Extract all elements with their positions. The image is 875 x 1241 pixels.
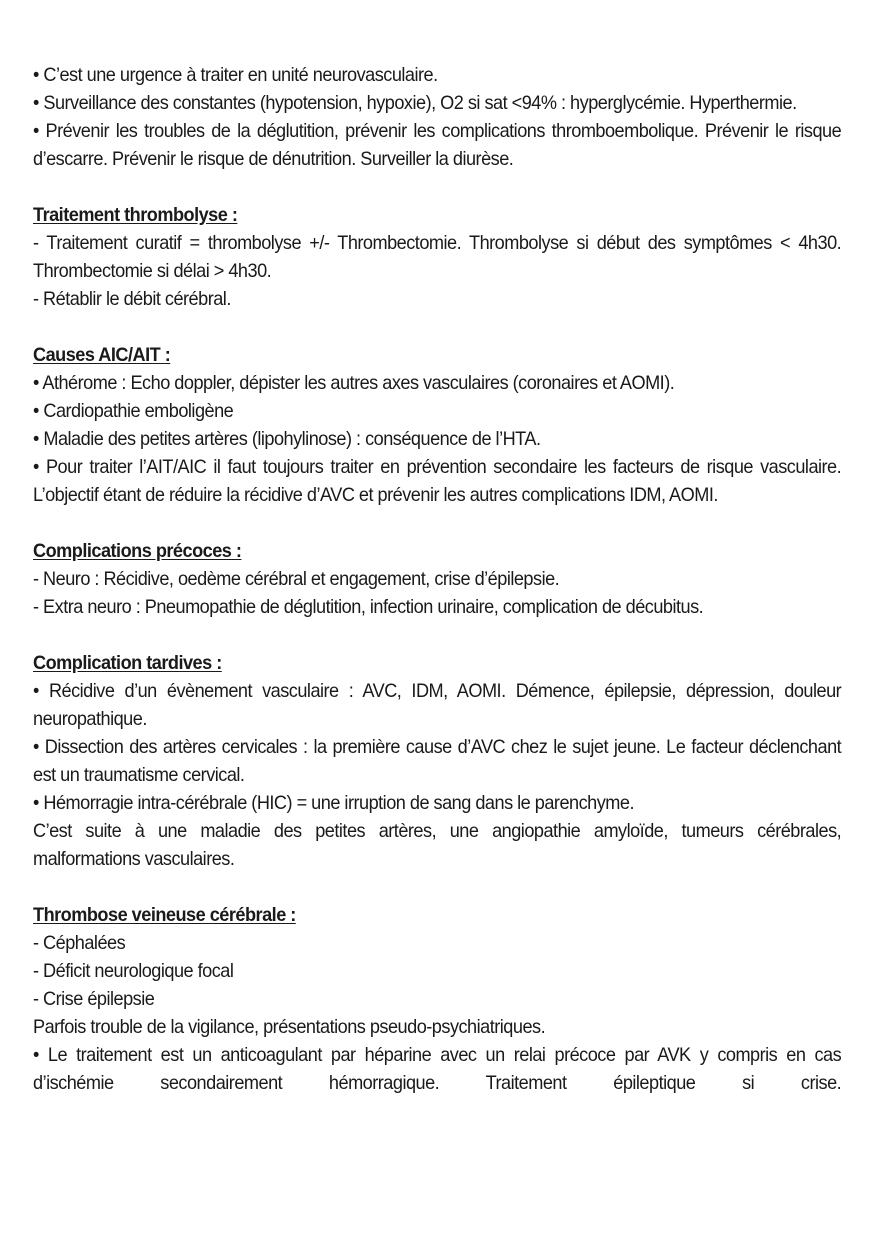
paragraph: • Pour traiter l’AIT/AIC il faut toujours traiter en prévention secondaire les facteurs de risque vasculaire. L’objectif étant de réduire la récidive d’AVC et prévenir les autres complications IDM, AOMI.	[33, 456, 842, 506]
document-page	[33, 61, 841, 1097]
paragraph: - Crise épilepsie	[33, 988, 155, 1010]
paragraph: - Céphalées	[33, 932, 126, 954]
paragraph: • Maladie des petites artères (lipohylinose) : conséquence de l’HTA.	[33, 428, 541, 450]
paragraph: - Neuro : Récidive, oedème cérébral et engagement, crise d’épilepsie.	[33, 568, 560, 590]
complications-precoces-section	[33, 537, 841, 621]
paragraph: Parfois trouble de la vigilance, présentations pseudo-psychiatriques.	[33, 1016, 546, 1038]
thrombose-veineuse-section	[33, 901, 841, 1097]
paragraph: • Cardiopathie emboligène	[33, 400, 234, 422]
paragraph: • Surveillance des constantes (hypotension, hypoxie), O2 si sat <94% : hyperglycémie. Hyperthermie.	[33, 92, 797, 114]
thrombolyse-section	[33, 201, 841, 313]
paragraph: - Rétablir le débit cérébral.	[33, 288, 231, 310]
paragraph: - Traitement curatif = thrombolyse +/- Thrombectomie. Thrombolyse si début des symptômes < 4h30. Thrombectomie si délai > 4h30.	[33, 232, 842, 282]
paragraph: • Récidive d’un évènement vasculaire : AVC, IDM, AOMI. Démence, épilepsie, dépression, douleur neuropathique.	[33, 680, 842, 730]
complications-tardives-section	[33, 649, 841, 873]
causes-section	[33, 341, 841, 509]
section-heading: Complication tardives :	[33, 652, 222, 674]
paragraph: • C’est une urgence à traiter en unité neurovasculaire.	[33, 64, 438, 86]
paragraph: - Déficit neurologique focal	[33, 960, 234, 982]
section-heading: Traitement thrombolyse :	[33, 204, 238, 226]
paragraph: • Le traitement est un anticoagulant par héparine avec un relai précoce par AVK y compris en cas d’ischémie secondairement hémorragique. Traitement épileptique si crise.	[33, 1044, 842, 1094]
paragraph: • Dissection des artères cervicales : la première cause d’AVC chez le sujet jeune. Le facteur déclenchant est un traumatisme cervical.	[33, 736, 842, 786]
intro-section	[33, 61, 841, 173]
section-heading: Complications précoces :	[33, 540, 242, 562]
section-heading: Thrombose veineuse cérébrale :	[33, 904, 296, 926]
section-heading: Causes AIC/AIT :	[33, 344, 171, 366]
paragraph: C’est suite à une maladie des petites artères, une angiopathie amyloïde, tumeurs cérébrales, malformations vasculaires.	[33, 820, 842, 870]
paragraph: • Prévenir les troubles de la déglutition, prévenir les complications thromboembolique. Prévenir le risque d’escarre. Prévenir le risque de dénutrition. Surveiller la diurèse.	[33, 120, 842, 170]
paragraph: • Hémorragie intra-cérébrale (HIC) = une irruption de sang dans le parenchyme.	[33, 792, 634, 814]
paragraph: • Athérome : Echo doppler, dépister les autres axes vasculaires (coronaires et AOMI).	[33, 372, 675, 394]
paragraph: - Extra neuro : Pneumopathie de déglutition, infection urinaire, complication de décubitus.	[33, 596, 704, 618]
